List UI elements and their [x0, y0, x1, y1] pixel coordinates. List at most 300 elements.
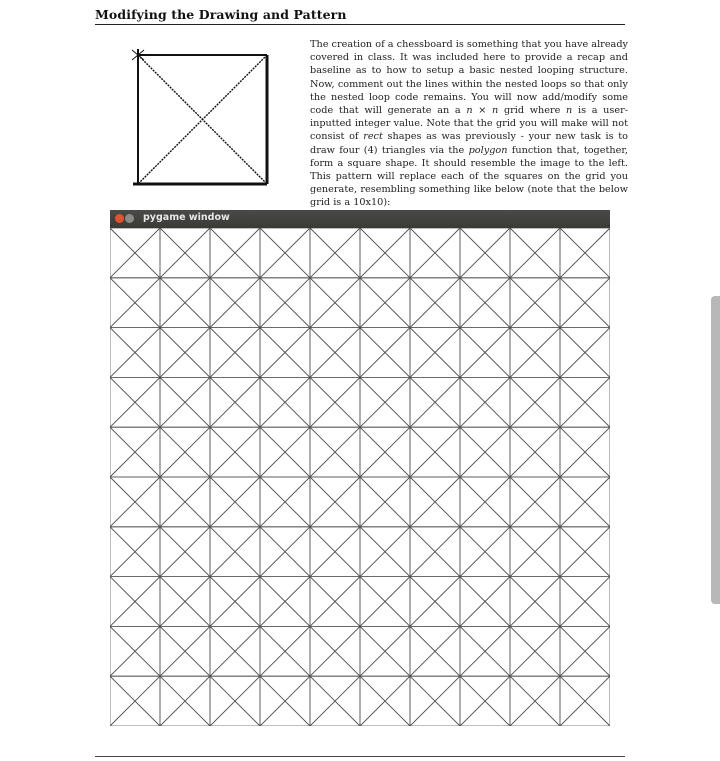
grid-triangle [385, 427, 410, 477]
grid-triangle [160, 427, 185, 477]
grid-triangle [460, 527, 485, 577]
grid-triangle [110, 477, 135, 527]
grid-triangle [435, 377, 460, 427]
grid-triangle [410, 527, 435, 577]
grid-triangle [110, 427, 160, 452]
grid-triangle [410, 577, 460, 602]
grid-triangle [435, 328, 460, 378]
grid-triangle [285, 626, 310, 676]
grid-triangle [360, 626, 410, 651]
grid-triangle [410, 427, 460, 452]
grid-triangle [135, 577, 160, 627]
grid-triangle [110, 402, 160, 427]
grid-triangle [235, 328, 260, 378]
grid-triangle [510, 602, 560, 627]
grid-triangle [235, 626, 260, 676]
grid-triangle [110, 626, 160, 651]
grid-triangle [560, 303, 610, 328]
grid-triangle [310, 676, 360, 701]
grid-triangle [310, 328, 360, 353]
grid-triangle [535, 577, 560, 627]
grid-triangle [510, 577, 560, 602]
grid-triangle [510, 502, 560, 527]
grid-triangle [410, 228, 460, 253]
grid-triangle [585, 527, 610, 577]
grid-triangle [160, 527, 210, 552]
grid-triangle [360, 427, 385, 477]
grid-triangle [460, 377, 510, 402]
grid-triangle [185, 527, 210, 577]
grid-triangle [135, 228, 160, 278]
grid-triangle [160, 527, 185, 577]
grid-triangle [410, 228, 435, 278]
grid-triangle [260, 228, 285, 278]
minimize-button[interactable] [125, 214, 134, 223]
grid-triangle [510, 477, 535, 527]
grid-triangle [110, 228, 135, 278]
grid-triangle [185, 228, 210, 278]
grid-triangle [110, 676, 160, 701]
grid-triangle [560, 228, 610, 253]
grid-triangle [410, 452, 460, 477]
grid-triangle [160, 278, 210, 303]
grid-triangle [310, 278, 360, 303]
grid-triangle [160, 502, 210, 527]
grid-triangle [335, 626, 360, 676]
paragraph-code-term: rect [363, 131, 383, 143]
grid-triangle [435, 676, 460, 726]
grid-triangle [210, 377, 260, 402]
grid-triangle [110, 577, 135, 627]
grid-triangle [210, 328, 260, 353]
grid-triangle [510, 402, 560, 427]
grid-triangle [210, 676, 235, 726]
grid-triangle [585, 278, 610, 328]
grid-triangle [510, 527, 560, 552]
grid-triangle [260, 527, 285, 577]
grid-triangle [160, 477, 210, 502]
grid-triangle [535, 228, 560, 278]
grid-triangle [210, 278, 235, 328]
grid-triangle [210, 427, 235, 477]
grid-triangle [310, 253, 360, 278]
grid-triangle [510, 278, 535, 328]
grid-triangle [460, 228, 485, 278]
grid-triangle [585, 228, 610, 278]
paragraph-variable: n [466, 105, 473, 117]
grid-triangle [110, 303, 160, 328]
grid-triangle [260, 353, 310, 378]
grid-triangle [360, 477, 385, 527]
grid-triangle [110, 228, 160, 253]
grid-triangle [335, 377, 360, 427]
grid-triangle [485, 577, 510, 627]
grid-triangle [260, 651, 310, 676]
grid-triangle [435, 577, 460, 627]
window-title: pygame window [143, 212, 230, 223]
grid-triangle [310, 477, 335, 527]
grid-triangle [560, 527, 585, 577]
grid-triangle [485, 228, 510, 278]
grid-triangle [110, 353, 160, 378]
grid-triangle [110, 602, 160, 627]
grid-triangle [185, 427, 210, 477]
scrollbar-handle[interactable] [711, 296, 720, 604]
paragraph-variable: n [566, 105, 573, 117]
grid-triangle [535, 676, 560, 726]
grid-triangle [510, 328, 535, 378]
grid-triangle [185, 477, 210, 527]
grid-triangle [410, 328, 460, 353]
grid-triangle [410, 502, 460, 527]
grid-triangle [110, 552, 160, 577]
grid-triangle [285, 377, 310, 427]
grid-triangle [560, 602, 610, 627]
grid-triangle [260, 477, 285, 527]
grid-triangle [410, 626, 435, 676]
grid-triangle [535, 278, 560, 328]
grid-triangle [560, 527, 610, 552]
grid-triangle [385, 527, 410, 577]
grid-triangle [185, 278, 210, 328]
grid-triangle [310, 228, 335, 278]
grid-triangle [560, 228, 585, 278]
grid-triangle [460, 552, 510, 577]
grid-triangle [260, 577, 310, 602]
grid-triangle [560, 626, 585, 676]
grid-triangle [160, 328, 185, 378]
grid-triangle [410, 552, 460, 577]
grid-triangle [510, 527, 535, 577]
grid-triangle [110, 278, 135, 328]
grid-triangle [460, 377, 485, 427]
grid-triangle [210, 701, 260, 726]
grid-triangle [110, 502, 160, 527]
grid-triangle [560, 427, 585, 477]
grid-triangle [310, 651, 360, 676]
grid-triangle [460, 278, 485, 328]
grid-triangle [360, 353, 410, 378]
grid-triangle [360, 527, 410, 552]
grid-triangle [210, 253, 260, 278]
grid-triangle [160, 701, 210, 726]
paragraph-text: shapes as was previously - your new task is to draw four (4) triangles via the [310, 131, 628, 156]
paragraph-text: The creation of a chessboard is something that you have already covered in class. It was included here to provide a recap and baseline as to how to setup a basic nested looping structure. Now, comment out the lines within the nested loops so that only the nested loop code remains. You will now add/modify some code that will generate an a [310, 39, 628, 117]
grid-triangle [260, 676, 285, 726]
grid-triangle [460, 701, 510, 726]
grid-triangle [535, 626, 560, 676]
grid-triangle [435, 626, 460, 676]
grid-triangle [510, 303, 560, 328]
grid-triangle [360, 577, 385, 627]
grid-triangle [310, 577, 335, 627]
grid-triangle [260, 477, 310, 502]
description-paragraph [310, 38, 628, 210]
grid-triangle [110, 577, 160, 602]
grid-triangle [210, 228, 235, 278]
grid-triangle [285, 228, 310, 278]
grid-triangle [210, 552, 260, 577]
grid-triangle [160, 253, 210, 278]
grid-triangle [260, 427, 310, 452]
grid-triangle [510, 253, 560, 278]
paragraph-text: × [472, 105, 493, 117]
grid-triangle [235, 377, 260, 427]
grid-triangle [360, 377, 385, 427]
pygame-window [110, 210, 610, 726]
grid-triangle [360, 602, 410, 627]
close-button[interactable] [115, 214, 124, 223]
grid-triangle [210, 577, 235, 627]
grid-triangle [560, 676, 585, 726]
grid-triangle [310, 303, 360, 328]
paragraph-variable: n [492, 105, 499, 117]
grid-triangle [210, 477, 260, 502]
grid-triangle [310, 278, 335, 328]
grid-triangle [285, 527, 310, 577]
grid-triangle [360, 278, 410, 303]
grid-triangle [535, 377, 560, 427]
grid-triangle [410, 328, 435, 378]
grid-triangle [460, 303, 510, 328]
grid-triangle [560, 651, 610, 676]
grid-triangle [485, 328, 510, 378]
grid-triangle [110, 377, 135, 427]
grid-triangle [160, 651, 210, 676]
grid-triangle [335, 278, 360, 328]
grid-triangle [235, 427, 260, 477]
grid-triangle [260, 427, 285, 477]
grid-triangle [585, 377, 610, 427]
grid-triangle [535, 477, 560, 527]
paragraph-text: grid where [498, 105, 567, 117]
grid-triangle [410, 278, 460, 303]
grid-triangle [310, 328, 335, 378]
grid-triangle [160, 328, 210, 353]
grid-triangle [260, 527, 310, 552]
heading-rule [95, 24, 625, 25]
grid-triangle [260, 626, 285, 676]
grid-triangle [160, 626, 185, 676]
grid-triangle [485, 377, 510, 427]
grid-triangle [460, 577, 510, 602]
grid-triangle [585, 626, 610, 676]
grid-triangle [310, 552, 360, 577]
grid-triangle [235, 228, 260, 278]
grid-triangle [160, 427, 210, 452]
grid-triangle [560, 328, 610, 353]
grid-triangle [310, 701, 360, 726]
grid-triangle [310, 377, 335, 427]
grid-triangle [485, 477, 510, 527]
grid-triangle [510, 676, 535, 726]
grid-triangle [235, 577, 260, 627]
paragraph-code-term: polygon [468, 144, 508, 156]
grid-triangle [235, 676, 260, 726]
grid-triangle [410, 701, 460, 726]
grid-triangle [385, 477, 410, 527]
grid-triangle [210, 502, 260, 527]
grid-triangle [460, 477, 485, 527]
grid-triangle [360, 502, 410, 527]
grid-triangle [260, 228, 310, 253]
grid-triangle [510, 328, 560, 353]
grid-triangle [260, 676, 310, 701]
grid-triangle [560, 502, 610, 527]
grid-triangle [110, 626, 135, 676]
grid-triangle [210, 228, 260, 253]
grid-triangle [385, 377, 410, 427]
grid-triangle [210, 477, 235, 527]
grid-triangle [410, 427, 435, 477]
grid-triangle [535, 427, 560, 477]
grid-triangle [360, 577, 410, 602]
grid-triangle [360, 701, 410, 726]
grid-triangle [560, 701, 610, 726]
grid-triangle [360, 377, 410, 402]
grid-triangle [185, 577, 210, 627]
grid-triangle [110, 527, 135, 577]
grid-triangle [210, 377, 235, 427]
grid-triangle [260, 626, 310, 651]
grid-triangle [160, 353, 210, 378]
grid-triangle [585, 477, 610, 527]
grid-triangle [510, 676, 560, 701]
grid-triangle [360, 626, 385, 676]
grid-triangle [260, 377, 310, 402]
grid-triangle [210, 577, 260, 602]
paragraph-text: is a user-inputted integer value. Note that the grid you will make will not consist of [310, 105, 628, 143]
grid-triangle [410, 402, 460, 427]
grid-triangle [285, 577, 310, 627]
grid-triangle [560, 577, 610, 602]
grid-triangle [535, 527, 560, 577]
grid-triangle [510, 552, 560, 577]
grid-triangle [260, 402, 310, 427]
grid-triangle [410, 602, 460, 627]
grid-triangle [185, 377, 210, 427]
grid-triangle [485, 527, 510, 577]
grid-triangle [310, 676, 335, 726]
grid-triangle [385, 626, 410, 676]
grid-triangle [510, 477, 560, 502]
grid-triangle [435, 228, 460, 278]
grid-triangle [560, 253, 610, 278]
grid-triangle [585, 577, 610, 627]
grid-triangle [435, 527, 460, 577]
grid-triangle [560, 278, 610, 303]
grid-triangle [160, 278, 185, 328]
grid-triangle [560, 402, 610, 427]
grid-triangle [460, 577, 485, 627]
grid-triangle [160, 303, 210, 328]
grid-triangle [110, 377, 160, 402]
grid-triangle [210, 278, 260, 303]
grid-triangle [510, 427, 560, 452]
grid-triangle [510, 228, 535, 278]
grid-triangle [260, 303, 310, 328]
grid-triangle [560, 353, 610, 378]
grid-triangle [310, 228, 360, 253]
grid-triangle [135, 427, 160, 477]
grid-triangle [360, 402, 410, 427]
grid-triangle [360, 552, 410, 577]
grid-triangle [335, 228, 360, 278]
grid-triangle [560, 577, 585, 627]
grid-triangle [110, 701, 160, 726]
grid-triangle [310, 602, 360, 627]
grid-triangle [235, 477, 260, 527]
grid-triangle [360, 477, 410, 502]
grid-triangle [485, 427, 510, 477]
grid-triangle [160, 626, 210, 651]
grid-triangle [135, 626, 160, 676]
grid-triangle [360, 253, 410, 278]
grid-triangle [410, 278, 435, 328]
grid-triangle [510, 577, 535, 627]
grid-triangle [210, 303, 260, 328]
grid-triangle [585, 676, 610, 726]
grid-triangle [210, 527, 260, 552]
grid-triangle [110, 477, 160, 502]
grid-triangle [585, 328, 610, 378]
grid-triangle [160, 452, 210, 477]
grid-triangle [460, 402, 510, 427]
grid-triangle [285, 477, 310, 527]
grid-triangle [385, 228, 410, 278]
grid-triangle [460, 253, 510, 278]
grid-triangle [360, 278, 385, 328]
grid-triangle [235, 527, 260, 577]
grid-triangle [485, 676, 510, 726]
grid-triangle [410, 477, 435, 527]
grid-triangle [110, 427, 135, 477]
section-heading: Modifying the Drawing and Pattern [95, 7, 347, 22]
grid-triangle [560, 377, 610, 402]
grid-triangle [260, 577, 285, 627]
grid-triangle [310, 452, 360, 477]
grid-triangle [310, 402, 360, 427]
grid-triangle [360, 328, 385, 378]
grid-triangle [210, 427, 260, 452]
window-title-bar[interactable] [110, 210, 610, 228]
grid-triangle [160, 552, 210, 577]
grid-triangle [460, 651, 510, 676]
grid-triangle [260, 328, 285, 378]
grid-triangle [460, 228, 510, 253]
grid-triangle [310, 527, 360, 552]
grid-triangle [310, 502, 360, 527]
grid-triangle [285, 278, 310, 328]
grid-triangle [410, 676, 435, 726]
grid-triangle [210, 452, 260, 477]
grid-triangle [335, 427, 360, 477]
grid-triangle [460, 427, 485, 477]
grid-triangle [210, 676, 260, 701]
grid-triangle [510, 228, 560, 253]
grid-triangle [510, 377, 560, 402]
grid-triangle [460, 328, 485, 378]
grid-triangle [110, 253, 160, 278]
grid-triangle [560, 626, 610, 651]
grid-triangle [160, 676, 210, 701]
grid-triangle [585, 427, 610, 477]
grid-triangle [210, 527, 235, 577]
grid-triangle [310, 427, 360, 452]
grid-triangle [135, 328, 160, 378]
grid-triangle [160, 402, 210, 427]
grid-triangle [135, 676, 160, 726]
